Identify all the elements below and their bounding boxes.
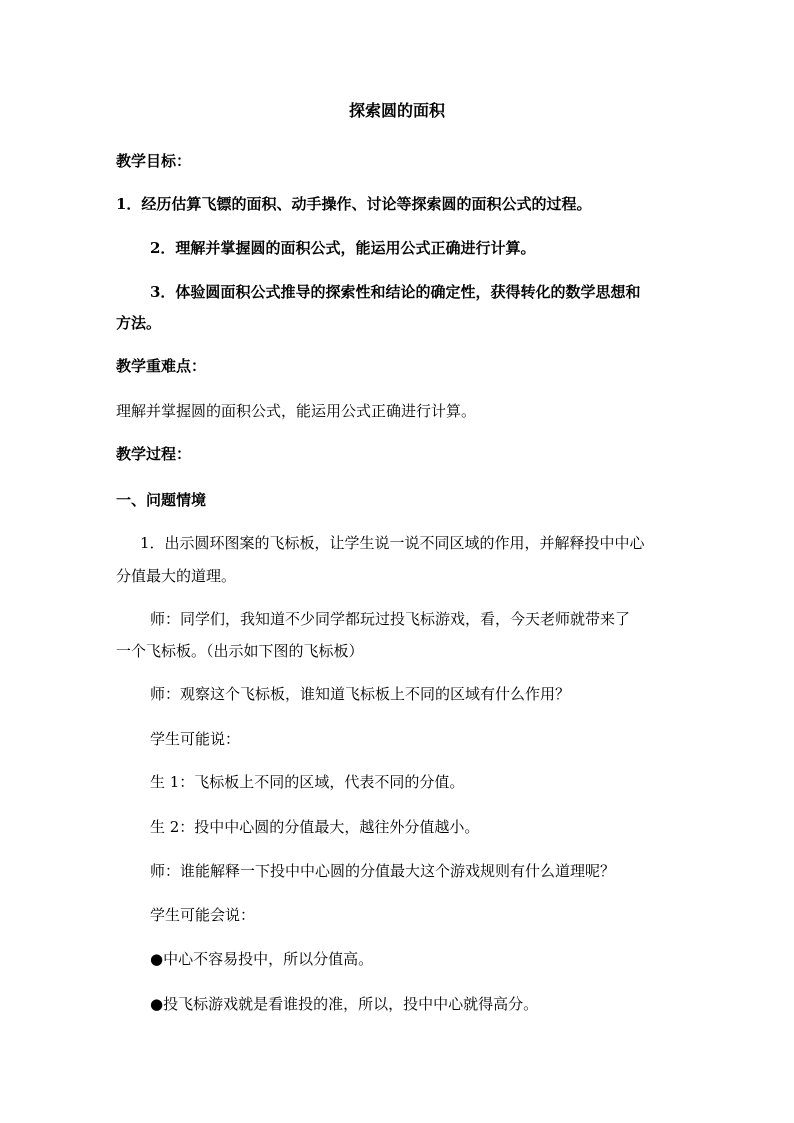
students-may-say-2: 学生可能会说：: [150, 906, 256, 924]
goal-3-line-1: 3．体验圆面积公式推导的探索性和结论的确定性，获得转化的数学思想和: [150, 283, 641, 301]
goal-2: 2．理解并掌握圆的面积公式，能运用公式正确进行计算。: [150, 239, 536, 257]
student-2-answer: 生 2：投中中心圆的分值最大，越往外分值越小。: [150, 818, 480, 836]
goal-1: 1．经历估算飞镖的面积、动手操作、讨论等探索圆的面积公式的过程。: [116, 195, 592, 213]
student-1-answer: 生 1：飞标板上不同的区域，代表不同的分值。: [150, 773, 465, 791]
section-problem-situation: 一、问题情境: [116, 491, 207, 509]
heading-teaching-goals: 教学目标：: [116, 152, 192, 170]
heading-key-points: 教学重难点：: [116, 357, 207, 375]
heading-teaching-process: 教学过程：: [116, 445, 192, 463]
bullet-1: ●中心不容易投中，所以分值高。: [150, 950, 374, 968]
teacher-follow-up: 师：谁能解释一下投中中心圆的分值最大这个游戏规则有什么道理呢？: [150, 862, 616, 880]
teacher-line-1: 师：同学们，我知道不少同学都玩过投飞标游戏，看，今天老师就带来了: [150, 610, 631, 628]
document-title: 探索圆的面积: [348, 101, 445, 120]
teacher-question: 师：观察这个飞标板，谁知道飞标板上不同的区域有什么作用？: [150, 685, 571, 703]
key-points-text: 理解并掌握圆的面积公式，能运用公式正确进行计算。: [116, 402, 477, 420]
step-1-line-2: 分值最大的道理。: [116, 567, 237, 585]
teacher-line-2: 一个飞标板。（出示如下图的飞标板）: [116, 642, 364, 660]
bullet-2: ●投飞标游戏就是看谁投的准，所以，投中中心就得高分。: [150, 995, 539, 1013]
step-1-line-1: 1．出示圆环图案的飞标板，让学生说一说不同区域的作用，并解释投中中心: [140, 534, 645, 552]
goal-3-line-2: 方法。: [116, 314, 162, 332]
students-may-say: 学生可能说：: [150, 730, 241, 748]
